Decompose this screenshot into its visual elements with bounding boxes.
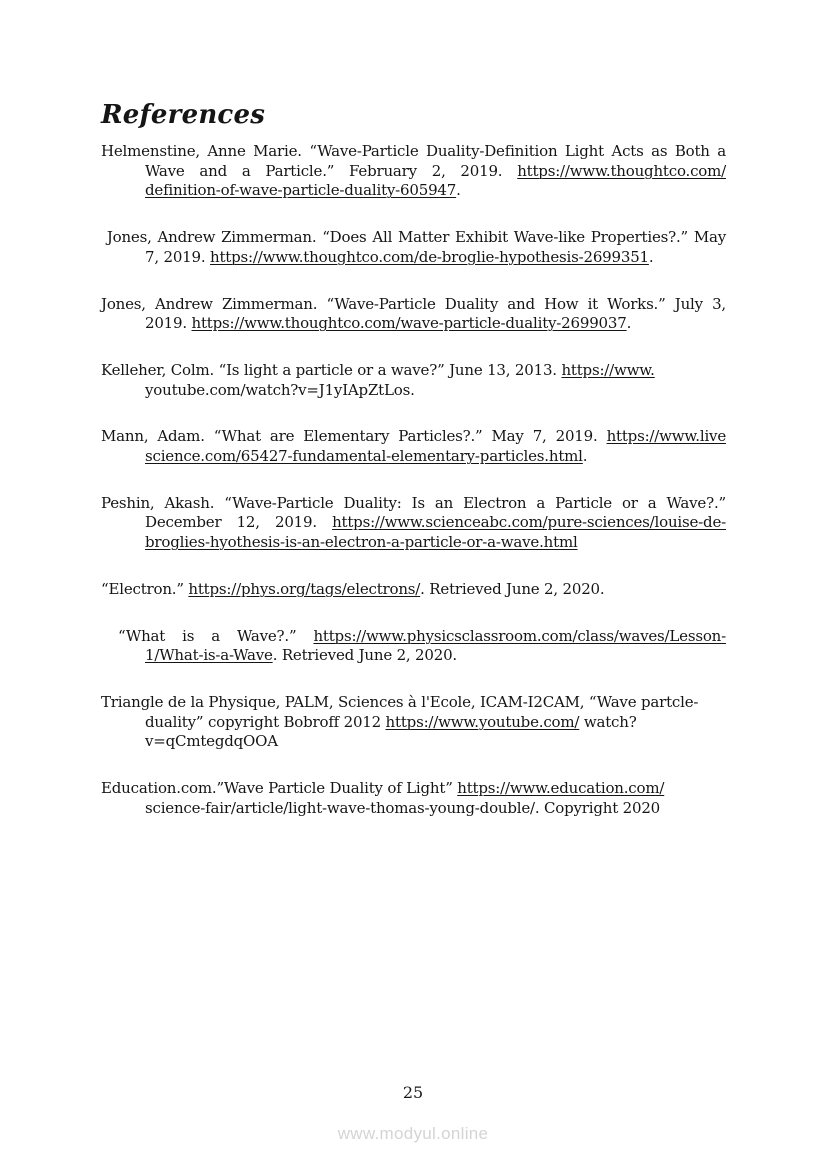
reference-line: [101, 447, 726, 467]
reference-line: [101, 580, 726, 600]
reference-text: watch?: [579, 712, 637, 731]
reference-line: [101, 427, 726, 447]
reference-line: [101, 314, 726, 334]
reference-text: Education.com.”Wave Particle Duality of Light”: [101, 779, 458, 798]
reference-entry: [101, 142, 726, 201]
reference-link[interactable]: definition-of-wave-particle-duality-605947: [145, 181, 457, 200]
reference-link[interactable]: https://phys.org/tags/electrons/: [188, 579, 421, 598]
reference-link[interactable]: https://www.youtube.com/: [385, 712, 580, 731]
reference-line: [101, 181, 726, 201]
reference-link[interactable]: https://www.education.com/: [457, 779, 665, 798]
reference-text: Helmenstine, Anne Marie. “Wave-Particle Duality-Definition Light Acts as Both a: [101, 142, 726, 160]
reference-entry: [101, 580, 726, 600]
reference-entry: [101, 427, 726, 466]
reference-line: [101, 361, 726, 381]
reference-text: . Retrieved June 2, 2020.: [420, 579, 605, 598]
reference-link[interactable]: 1/What-is-a-Wave: [145, 646, 273, 665]
reference-text: Triangle de la Physique, PALM, Sciences à l'Ecole, ICAM-I2CAM, “Wave partcle-: [101, 692, 699, 711]
reference-line: [101, 248, 726, 268]
reference-entry: [101, 627, 726, 666]
reference-line: [101, 513, 726, 533]
reference-entry: [101, 494, 726, 553]
reference-entry: [101, 228, 726, 267]
reference-text: “What is a Wave?.”: [101, 626, 314, 645]
reference-text: .: [626, 314, 632, 333]
reference-text: v=qCmtegdqOOA: [145, 732, 278, 751]
reference-text: . Retrieved June 2, 2020.: [272, 646, 457, 665]
reference-text: .: [456, 181, 461, 200]
reference-line: [101, 228, 726, 248]
reference-text: 2019.: [145, 314, 192, 333]
reference-link[interactable]: https://www.thoughtco.com/de-broglie-hypothesis-2699351: [210, 247, 649, 266]
reference-text: duality” copyright Bobroff 2012: [145, 712, 386, 731]
reference-link[interactable]: broglies-hyothesis-is-an-electron-a-particle-or-a-wave.html: [145, 533, 578, 552]
reference-text: “Electron.”: [101, 579, 189, 598]
reference-text: Jones, Andrew Zimmerman. “Wave-Particle Duality and How it Works.” July 3,: [101, 294, 726, 313]
reference-link[interactable]: science.com/65427-fundamental-elementary-particles.html: [145, 447, 583, 466]
reference-text: .: [648, 247, 654, 266]
reference-line: [101, 646, 726, 666]
reference-link[interactable]: https://www.physicsclassroom.com/class/waves/Lesson-: [313, 626, 726, 645]
reference-text: Mann, Adam. “What are Elementary Particles?.” May 7, 2019.: [101, 427, 607, 446]
reference-line: [101, 779, 726, 799]
reference-line: [101, 162, 726, 182]
reference-text: 7, 2019.: [145, 247, 210, 266]
reference-link[interactable]: https://www.thoughtco.com/wave-particle-duality-2699037: [191, 314, 627, 333]
reference-line: [101, 142, 726, 162]
reference-line: [101, 295, 726, 315]
reference-line: [101, 494, 726, 514]
reference-entry: [101, 295, 726, 334]
reference-text: Peshin, Akash. “Wave-Particle Duality: Is an Electron a Particle or a Wave?.”: [101, 493, 726, 512]
reference-text: Kelleher, Colm. “Is light a particle or a wave?” June 13, 2013.: [101, 360, 562, 379]
reference-line: [101, 381, 726, 401]
reference-entry: [101, 693, 726, 752]
reference-text: youtube.com/watch?v=J1yIApZtLos.: [145, 380, 415, 399]
references-list: [101, 142, 726, 818]
page-number: 25: [402, 1083, 424, 1102]
reference-text: .: [582, 447, 588, 466]
reference-text: Wave and a Particle.” February 2, 2019.: [145, 161, 518, 180]
watermark: www.modyul.online: [337, 1124, 489, 1143]
reference-text: Jones, Andrew Zimmerman. “Does All Matter Exhibit Wave-like Properties?.” May: [101, 228, 726, 247]
reference-link[interactable]: https://www.: [561, 360, 655, 379]
reference-link[interactable]: https://www.scienceabc.com/pure-sciences/louise-de-: [332, 513, 726, 532]
reference-line: [101, 627, 726, 647]
reference-line: [101, 713, 726, 733]
reference-line: [101, 533, 726, 553]
page-content: [101, 100, 726, 845]
reference-line: [101, 693, 726, 713]
reference-entry: [101, 779, 726, 818]
page-title: References: [101, 100, 266, 130]
reference-line: [101, 732, 726, 752]
reference-link[interactable]: https://www.thoughtco.com/: [517, 161, 726, 180]
reference-entry: [101, 361, 726, 400]
reference-text: science-fair/article/light-wave-thomas-young-double/. Copyright 2020: [145, 798, 661, 817]
reference-text: December 12, 2019.: [145, 513, 333, 532]
reference-link[interactable]: https://www.live: [606, 427, 726, 446]
reference-line: [101, 799, 726, 819]
